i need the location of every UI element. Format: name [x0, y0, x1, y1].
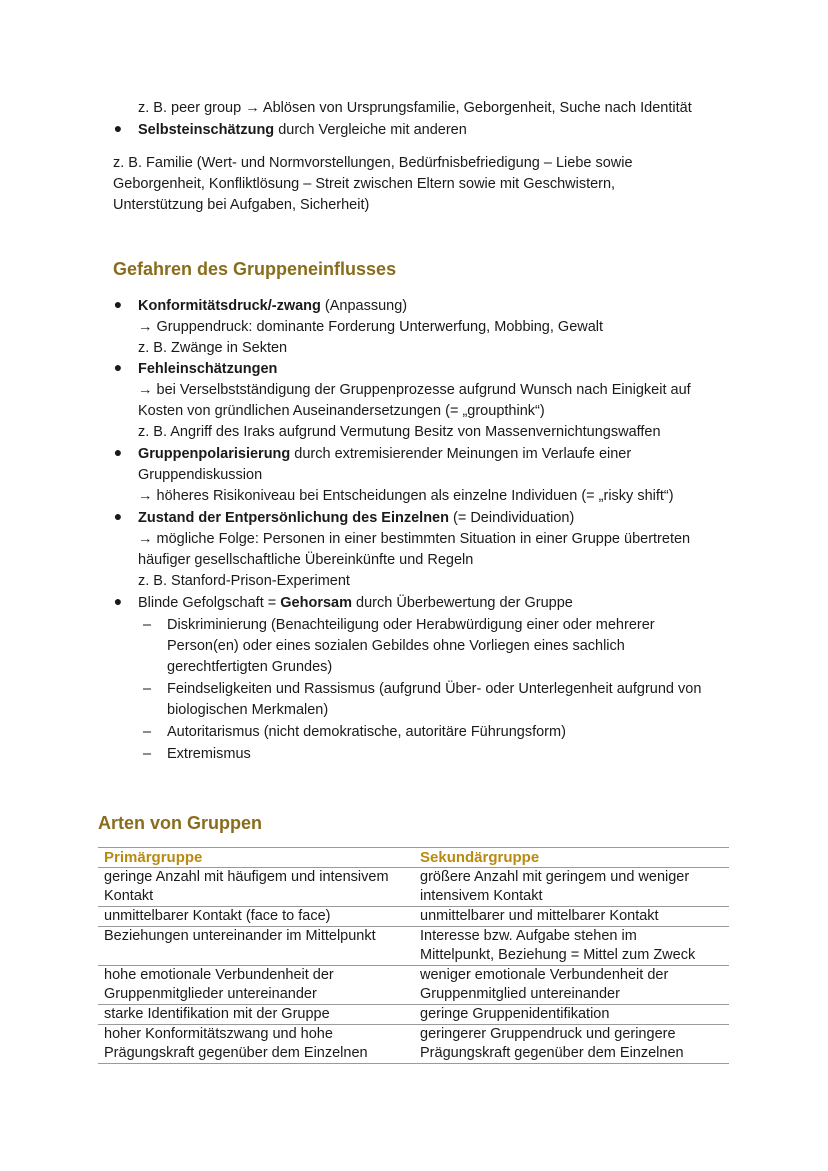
table-cell: hohe emotionale Verbundenheit der Gruppenmitglieder untereinander: [104, 967, 334, 1002]
subitem-line: Autoritarismus (nicht demokratische, autoritäre Führungsform): [167, 724, 566, 740]
paragraph-line: Geborgenheit, Konfliktlösung – Streit zwischen Eltern sowie mit Geschwistern,: [113, 176, 616, 192]
item-line: z. B. Zwänge in Sekten: [138, 340, 288, 356]
item-term: Konformitätsdruck/-zwang: [138, 298, 321, 314]
item-line: häufiger gesellschaftliche Übereinkünfte und Regeln: [138, 552, 474, 568]
table-row: [98, 1005, 729, 1025]
table-cell: starke Identifikation mit der Gruppe: [104, 1006, 330, 1022]
table-row: [98, 907, 729, 927]
column-header: Primärgruppe: [104, 849, 203, 866]
example-line: z. B. peer group → Ablösen von Ursprungsfamilie, Geborgenheit, Suche nach Identität: [138, 100, 692, 116]
item-text: durch extremisierender Meinungen im Verlaufe einer: [290, 446, 632, 462]
bullet-item: [138, 120, 467, 141]
item-term: Zustand der Entpersönlichung des Einzelnen: [138, 510, 449, 526]
table-cell: geringe Anzahl mit häufigem und intensivem Kontakt: [104, 869, 389, 904]
subitem-line: Feindseligkeiten und Rassismus (aufgrund Über- oder Unterlegenheit aufgrund von: [167, 681, 702, 697]
column-header: Sekundärgruppe: [420, 849, 540, 866]
item-text: durch Überbewertung der Gruppe: [352, 595, 573, 611]
table-row: [98, 868, 729, 907]
dash-icon: –: [143, 724, 152, 740]
bullet-icon: ●: [113, 444, 123, 460]
subitem-line: Extremismus: [167, 746, 251, 762]
item-line: → höheres Risikoniveau bei Entscheidungen als einzelne Individuen (= „risky shift“): [138, 488, 674, 504]
item-line: → bei Verselbstständigung der Gruppenprozesse aufgrund Wunsch nach Einigkeit auf: [138, 382, 691, 398]
table-cell: größere Anzahl mit geringem und weniger intensivem Kontakt: [420, 869, 690, 904]
dash-icon: –: [143, 681, 152, 697]
table-cell: hoher Konformitätszwang und hohe Prägungskraft gegenüber dem Einzelnen: [104, 1026, 368, 1061]
subitem-line: gerechtfertigten Grundes): [167, 659, 333, 675]
dash-icon: –: [143, 617, 152, 633]
table-row: [98, 966, 729, 1005]
item-line: → Gruppendruck: dominante Forderung Unterwerfung, Mobbing, Gewalt: [138, 319, 604, 335]
table-cell: Beziehungen untereinander im Mittelpunkt: [104, 928, 376, 944]
item-line: z. B. Stanford-Prison-Experiment: [138, 573, 350, 589]
table-header-row: [98, 848, 729, 868]
dash-icon: –: [143, 746, 152, 762]
item-line: Kosten von gründlichen Auseinandersetzungen (= „groupthink“): [138, 403, 545, 419]
list-item: [138, 296, 407, 317]
group-types-table: [98, 847, 729, 1064]
item-line: → mögliche Folge: Personen in einer bestimmten Situation in einer Gruppe übertreten: [138, 531, 691, 547]
bullet-icon: ●: [113, 120, 123, 136]
list-item: [138, 359, 277, 380]
bullet-icon: ●: [113, 593, 123, 609]
item-text: (= Deindividuation): [448, 510, 575, 526]
section-heading: Gefahren des Gruppeneinflusses: [113, 259, 397, 279]
item-term: Fehleinschätzungen: [138, 361, 278, 377]
table-row: [98, 927, 729, 966]
subitem-line: biologischen Merkmalen): [167, 702, 329, 718]
table-cell: geringe Gruppenidentifikation: [420, 1006, 610, 1022]
table-cell: geringerer Gruppendruck und geringere Prägungskraft gegenüber dem Einzelnen: [420, 1026, 684, 1061]
bullet-text: durch Vergleiche mit anderen: [274, 122, 467, 138]
item-line: z. B. Angriff des Iraks aufgrund Vermutung Besitz von Massenvernichtungswaffen: [138, 424, 661, 440]
subitem-line: Person(en) oder eines sozialen Gebildes ohne Vorliegen eines sachlich: [167, 638, 625, 654]
table-cell: unmittelbarer und mittelbarer Kontakt: [420, 908, 659, 924]
item-term: Gehorsam: [280, 595, 353, 611]
bullet-icon: ●: [113, 359, 123, 375]
item-prefix: Blinde Gefolgschaft =: [138, 595, 281, 611]
table-row: [98, 1025, 729, 1064]
list-item: [138, 508, 574, 529]
paragraph-line: z. B. Familie (Wert- und Normvorstellungen, Bedürfnisbefriedigung – Liebe sowie: [113, 155, 633, 171]
item-text: (Anpassung): [320, 298, 408, 314]
table-cell: weniger emotionale Verbundenheit der Gruppenmitglied untereinander: [420, 967, 669, 1002]
item-line: Gruppendiskussion: [138, 467, 263, 483]
item-term: Gruppenpolarisierung: [138, 446, 291, 462]
bullet-icon: ●: [113, 296, 123, 312]
list-item: [138, 593, 573, 614]
section-heading: Arten von Gruppen: [98, 813, 263, 833]
paragraph-line: Unterstützung bei Aufgaben, Sicherheit): [113, 197, 370, 213]
table-cell: Interesse bzw. Aufgabe stehen im Mittelpunkt, Beziehung = Mittel zum Zweck: [420, 928, 696, 963]
table-cell: unmittelbarer Kontakt (face to face): [104, 908, 331, 924]
bullet-icon: ●: [113, 508, 123, 524]
subitem-line: Diskriminierung (Benachteiligung oder Herabwürdigung einer oder mehrerer: [167, 617, 655, 633]
list-item: [138, 444, 631, 465]
bullet-term: Selbsteinschätzung: [138, 122, 275, 138]
